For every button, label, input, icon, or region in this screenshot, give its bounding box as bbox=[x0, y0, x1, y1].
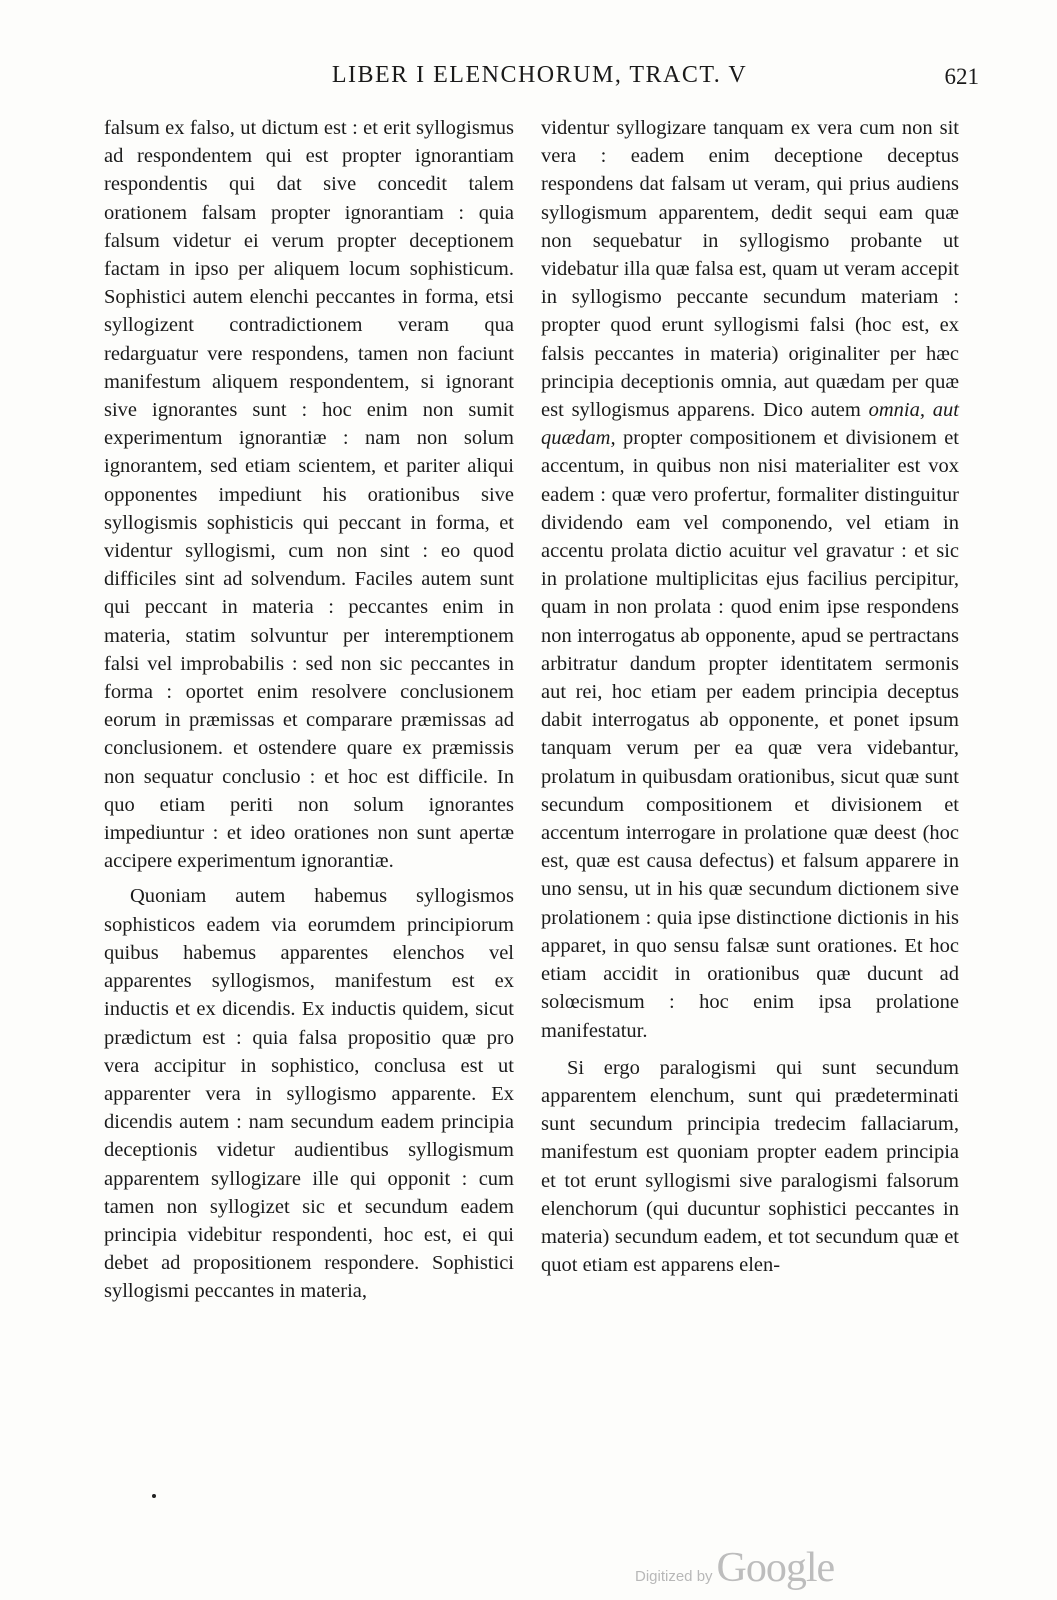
margin-dot bbox=[152, 1494, 156, 1498]
google-logo: Google bbox=[716, 1545, 835, 1591]
page-number: 621 bbox=[944, 64, 979, 89]
right-paragraph-1-text-a: videntur syllogizare tanquam ex vera cum non sit vera : eadem enim deceptione deceptus respondens dat falsam ut veram, qui prius audiens syllogismum apparentem, dedit sequi eam quæ non sequebatur in syllogismo probante ut videbatur illa quæ falsa est, quam ut veram accepit in syllogismo peccante secundum materiam : propter quod erunt syllogismi falsi (hoc est, ex falsis peccantes in materia) originaliter per hæc principia deceptionis omnia, aut quædam per quæ est syllogismus apparens. Dico autem bbox=[541, 117, 959, 422]
right-paragraph-2: Si ergo paralogismi qui sunt secundum apparentem elenchum, sunt qui prædeterminati sunt secundum principia tredecim fallaciarum, manifestum est quoniam propter eadem principia et tot erunt syllogismi sive paralogismi falsorum elenchorum (qui ducuntur sophistici peccantes in materia) secundum eadem, et tot secundum quæ et quot etiam est apparens elen- bbox=[541, 1056, 959, 1277]
right-paragraph-1-text-b: propter compositionem et divisionem et accentum, in quibus non nisi materialiter est vox eadem : quæ vero profertur, formaliter distinguitur dividendo eam vel componendo, vel etiam in accentu prolata dictio acuitur vel gravatur : et sic in prolatione multiplicitas ejus facilius percipitur, quam in non prolata : quod enim ipse respondens non interrogatus ab opponente, apud se pertractans arbitratur dandum propter identitatem sermonis aut rei, hoc etiam per eadem principia deceptus dabit interrogatus ab opponente, et ponet ipsum tanquam verum per ea quæ vera videbantur, prolatum in quibusdam orationibus, sicut quæ sunt secundum compositionem et divisionem et accentum interrogare in prolatione quæ deest (hoc est, quæ est causa defectus) et falsum apparere in uno sensu, ut in his quæ secundum dictionem sive prolationem : quia ipse distinctione dictionis in his apparet, in quo sensu falsæ sunt orationes. Et hoc etiam accidit in orationibus quæ ducunt ad solœcismum : hoc enim ipsa prolatione manifestatur. bbox=[541, 427, 959, 1042]
right-column bbox=[541, 114, 959, 1279]
left-paragraph-2: Quoniam autem habemus syllogismos sophisticos eadem via eorumdem principiorum quibus habemus apparentes elenchos vel apparentes syllogismos, manifestum est ex inductis et ex dicendis. Ex inductis quidem, sicut prædictum est : quia falsa propositio quæ pro vera accipitur in sophistico, conclusa est ut apparenter vera in syllogismo apparente. Ex dicendis autem : nam secundum eadem principia deceptionis videtur audientibus syllogismum apparentem syllogizare ille qui opponit : cum tamen non syllogizet sic et secundum eadem principia videbitur respondenti, hoc est, ei qui debet ad propositionem respondere. Sophistici syllogismi peccantes in materia, bbox=[104, 885, 514, 1303]
left-paragraph-1: falsum ex falso, ut dictum est : et erit syllogismus ad respondentem qui est propter ignorantiam respondentis qui dat sive concedit talem orationem falsam propter ignorantiam : quia falsum videtur ei verum propter deceptionem factam in ipso per aliquem locum sophisticum. Sophistici autem elenchi peccantes in forma, etsi syllogizent contradictionem veram qua redarguatur vere respondens, tamen non faciunt manifestum aliquem respondentem, si ignorant sive ignorantes sunt : hoc enim non sumit experimentum ignorantiæ : nam non solum ignorantem, sed etiam scientem, et pariter aliqui opponentes impediunt his orationibus sive syllogismis sophisticis qui peccant in forma, et videntur syllogismi, cum non sint : eo quod difficiles sint ad solvendum. Faciles autem sunt qui peccant in materia : peccantes enim in materia, statim solvuntur per interemptionem falsi vel improbabilis : sed non sic peccantes in forma : oportet enim resolvere conclusionem eorum in præmissas et comparare præmissas ad conclusionem. et ostendere quare ex præmissis non sequatur conclusio : et hoc est difficile. In quo etiam periti non solum ignorantes impediuntur : et ideo orationes non sunt apertæ accipere experimentum ignorantiæ. bbox=[104, 117, 514, 873]
left-column bbox=[104, 114, 514, 1306]
digitized-watermark bbox=[635, 1544, 834, 1594]
page-header bbox=[100, 62, 979, 96]
right-paragraph-1 bbox=[541, 114, 959, 1045]
right-paragraph-1-emphasis: omnia, aut quædam, bbox=[541, 399, 959, 450]
digitized-label: Digitized by bbox=[635, 1568, 713, 1585]
running-title: LIBER I ELENCHORUM, TRACT. V bbox=[331, 62, 748, 88]
